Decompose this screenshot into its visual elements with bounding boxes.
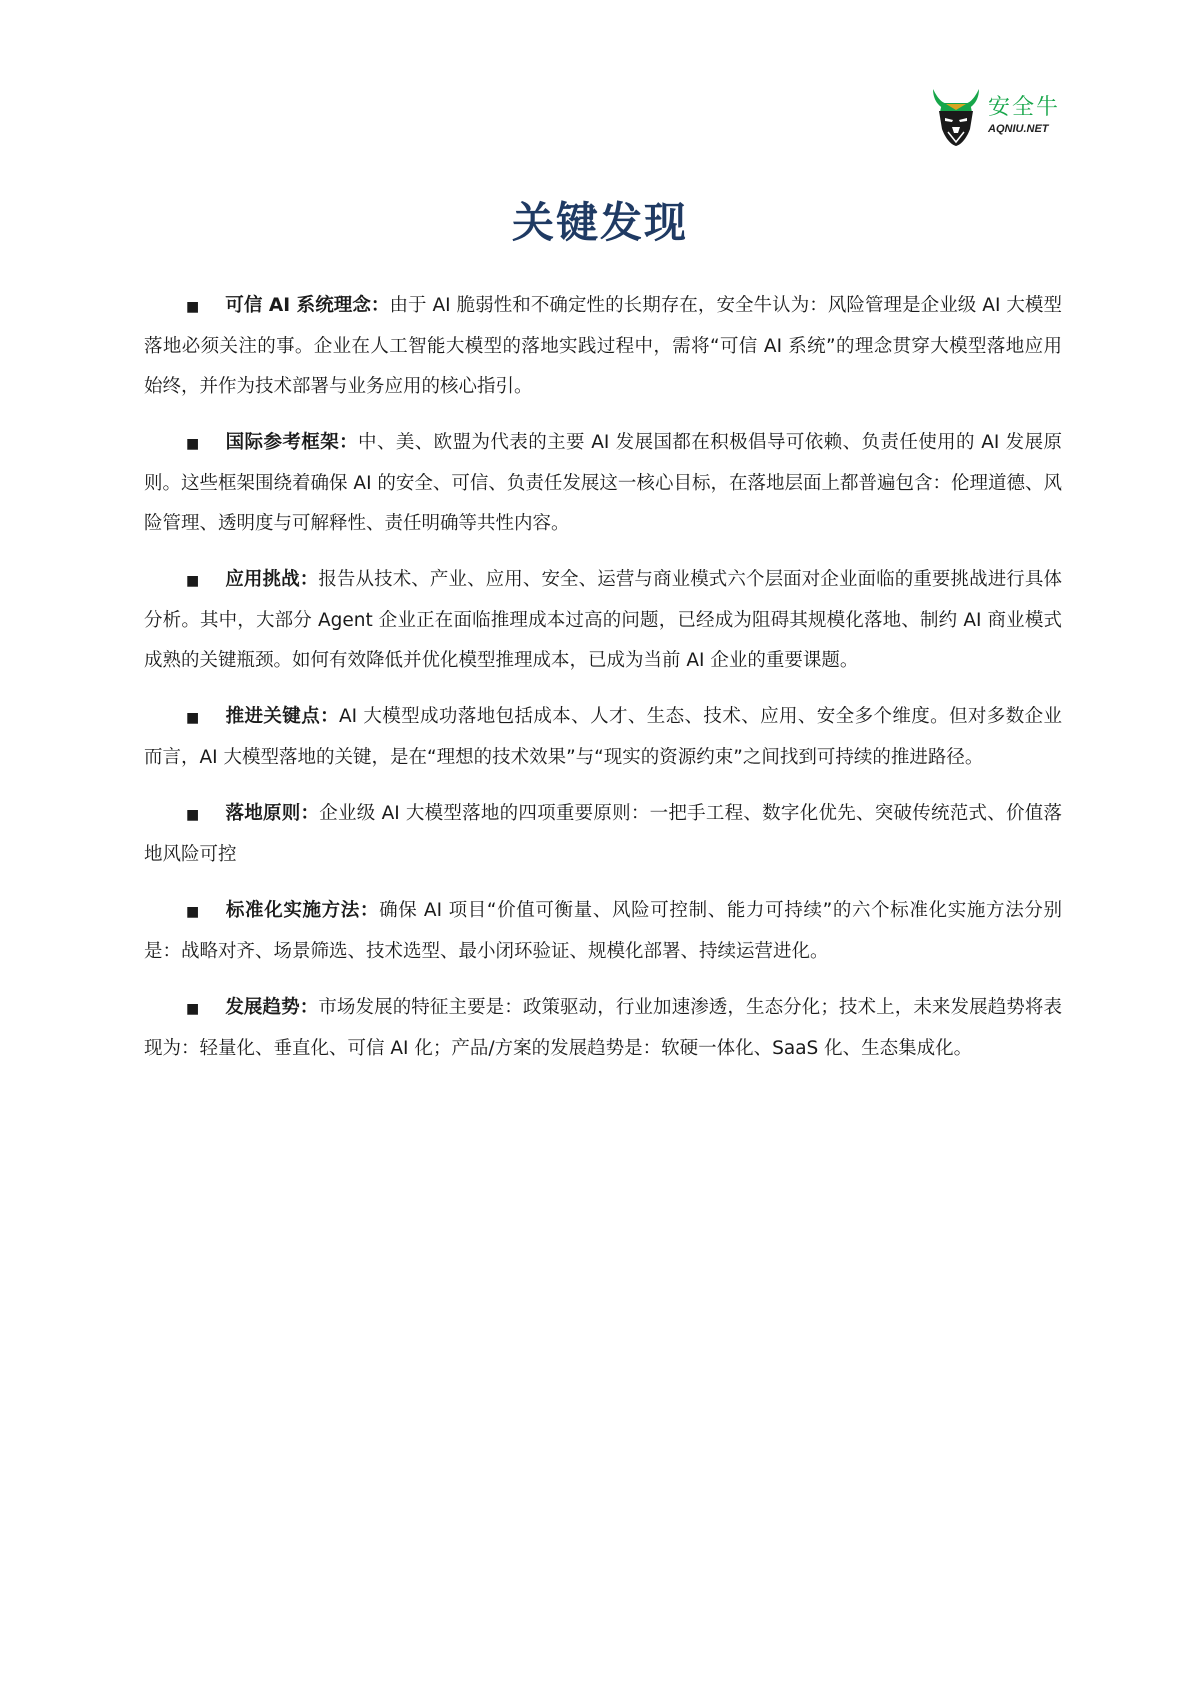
- finding-item: [144, 560, 1062, 681]
- bullet-square-icon: ■: [186, 1001, 200, 1017]
- logo-name-cn: 安全牛: [988, 95, 1061, 120]
- bullet-square-icon: ■: [186, 573, 200, 589]
- finding-text: 企业级 AI 大模型落地的四项重要原则：一把手工程、数字化优先、突破传统范式、价值落地风险可控: [144, 803, 1062, 865]
- finding-text: 市场发展的特征主要是：政策驱动，行业加速渗透，生态分化；技术上，未来发展趋势将表现为：轻量化、垂直化、可信 AI 化；产品/方案的发展趋势是：软硬一体化、SaaS 化、生态集成化。: [144, 997, 1062, 1059]
- finding-item: [144, 988, 1062, 1069]
- finding-term: 推进关键点：: [225, 706, 339, 727]
- bullet-square-icon: ■: [186, 436, 200, 452]
- bullet-square-icon: ■: [186, 807, 200, 823]
- finding-term: 国际参考框架：: [225, 432, 359, 453]
- finding-term: 可信 AI 系统理念：: [225, 295, 390, 316]
- brand-logo: [930, 80, 1070, 152]
- finding-term: 应用挑战：: [225, 569, 319, 590]
- finding-term: 标准化实施方法：: [225, 900, 380, 921]
- bullet-square-icon: ■: [186, 904, 200, 920]
- key-findings-list: [144, 286, 1062, 1085]
- finding-item: [144, 286, 1062, 407]
- finding-item: [144, 794, 1062, 875]
- bull-shield-icon: [930, 85, 982, 147]
- bullet-square-icon: ■: [186, 710, 200, 726]
- finding-text: 报告从技术、产业、应用、安全、运营与商业模式六个层面对企业面临的重要挑战进行具体分析。其中，大部分 Agent 企业正在面临推理成本过高的问题，已经成为阻碍其规模化落地、制约 AI 商业模式成熟的关键瓶颈。如何有效降低并优化模型推理成本，已成为当前 AI 企业的重要课题。: [144, 569, 1062, 671]
- finding-term: 落地原则：: [225, 803, 320, 824]
- finding-item: [144, 697, 1062, 778]
- finding-text: 中、美、欧盟为代表的主要 AI 发展国都在积极倡导可依赖、负责任使用的 AI 发展原则。这些框架围绕着确保 AI 的安全、可信、负责任发展这一核心目标，在落地层面上都普遍包含：伦理道德、风险管理、透明度与可解释性、责任明确等共性内容。: [144, 432, 1062, 534]
- bullet-square-icon: ■: [186, 299, 200, 315]
- finding-text: 确保 AI 项目“价值可衡量、风险可控制、能力可持续”的六个标准化实施方法分别是：战略对齐、场景筛选、技术选型、最小闭环验证、规模化部署、持续运营进化。: [144, 900, 1063, 962]
- finding-text: 由于 AI 脆弱性和不确定性的长期存在，安全牛认为：风险管理是企业级 AI 大模型落地必须关注的事。企业在人工智能大模型的落地实践过程中，需将“可信 AI 系统”的理念贯穿大模型落地应用始终，并作为技术部署与业务应用的核心指引。: [144, 295, 1062, 397]
- finding-term: 发展趋势：: [225, 997, 319, 1018]
- finding-text: AI 大模型成功落地包括成本、人才、生态、技术、应用、安全多个维度。但对多数企业而言，AI 大模型落地的关键，是在“理想的技术效果”与“现实的资源约束”之间找到可持续的推进路径。: [144, 706, 1062, 768]
- finding-item: [144, 891, 1062, 972]
- finding-item: [144, 423, 1062, 544]
- logo-name-en: AQNIU.NET: [988, 123, 1049, 135]
- page-title: 关键发现: [511, 198, 688, 247]
